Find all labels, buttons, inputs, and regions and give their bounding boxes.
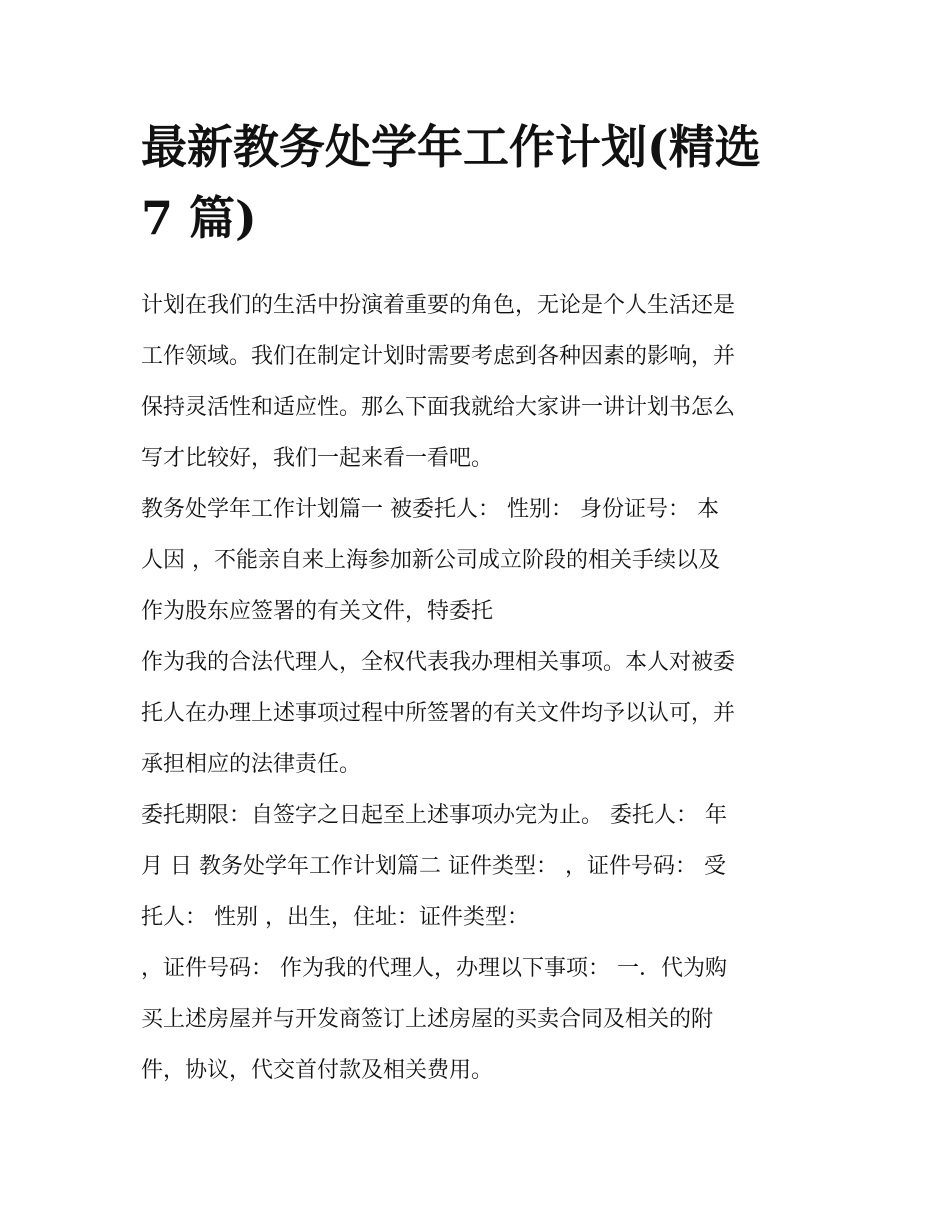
- document-content: [141, 112, 813, 1096]
- title-line: 7 篇): [141, 191, 257, 245]
- text-line: 工作领域。我们在制定计划时需要考虑到各种因素的影响，并: [141, 344, 736, 369]
- text-line: 作为股东应签署的有关文件，特委托: [141, 599, 494, 624]
- text-line: 托人在办理上述事项过程中所签署的有关文件均予以认可，并: [141, 701, 736, 726]
- text-line: 人因 ，不能亲自来上海参加新公司成立阶段的相关手续以及: [141, 548, 720, 573]
- paragraph-section-one: [141, 484, 813, 637]
- text-line: 买上述房屋并与开发商签订上述房屋的买卖合同及相关的附: [141, 1007, 714, 1032]
- paragraph-agent-matters: [141, 943, 813, 1096]
- text-line: ，证件号码： 作为我的代理人，办理以下事项： 一．代为购: [141, 956, 727, 981]
- text-line: 委托期限：自签字之日起至上述事项办完为止。 委托人： 年: [141, 803, 727, 828]
- text-line: 承担相应的法律责任。: [141, 752, 362, 777]
- paragraph-intro: [141, 280, 813, 484]
- title-line: 最新教务处学年工作计划(精选: [141, 120, 761, 174]
- document-title: [141, 112, 813, 254]
- document-body: [141, 280, 813, 1096]
- text-line: 月 日 教务处学年工作计划篇二 证件类型： ，证件号码： 受: [141, 854, 726, 879]
- text-line: 作为我的合法代理人，全权代表我办理相关事项。本人对被委: [141, 650, 736, 675]
- text-line: 保持灵活性和适应性。那么下面我就给大家讲一讲计划书怎么: [141, 395, 736, 420]
- text-line: 教务处学年工作计划篇一 被委托人： 性别： 身份证号： 本: [141, 497, 719, 522]
- text-line: 写才比较好，我们一起来看一看吧。: [141, 446, 494, 471]
- paragraph-term-and-section-two: [141, 790, 813, 943]
- text-line: 托人： 性别 ，出生，住址：证件类型：: [141, 905, 529, 930]
- text-line: 件，协议，代交首付款及相关费用。: [141, 1058, 494, 1083]
- paragraph-agent-authority: [141, 637, 813, 790]
- text-line: 计划在我们的生活中扮演着重要的角色，无论是个人生活还是: [141, 293, 736, 318]
